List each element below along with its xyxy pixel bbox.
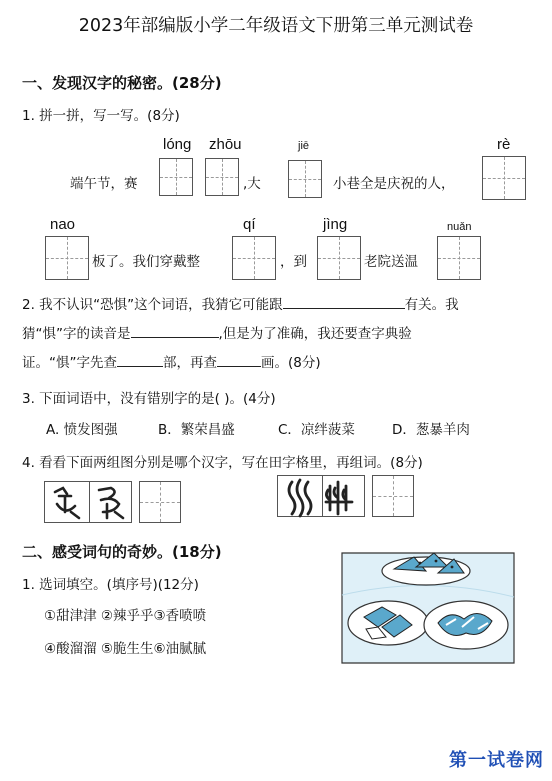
q2-text: ,但是为了准确，我还要查字典验 [218, 326, 412, 342]
tianzi-box[interactable] [139, 481, 181, 523]
q3-option-b[interactable]: B．繁荣昌盛 [158, 422, 235, 438]
answer-blank[interactable] [283, 293, 405, 309]
q2-line2 [22, 322, 412, 342]
tianzi-box[interactable] [482, 156, 526, 200]
pinyin-nao: nao [50, 216, 76, 233]
answer-blank[interactable] [117, 351, 163, 367]
tianzi-box[interactable] [288, 160, 322, 198]
section-2-heading: 二、感受词句的奇妙。(18分) [22, 543, 222, 561]
word-choices-row-2: ④酸溜溜 ⑤脆生生⑥油腻腻 [44, 641, 207, 657]
s2-q1-prompt: 1. 选词填空。(填序号)(12分) [22, 577, 199, 593]
q3-option-c[interactable]: C．凉绊菠菜 [278, 422, 355, 438]
brand-watermark: 第一试卷网 [449, 750, 544, 771]
q2-text: 证。“惧”字先查 [22, 355, 117, 371]
ancient-glyph-image-1 [44, 481, 132, 523]
q1-line2-text-c: 老院送温 [364, 254, 418, 270]
q2-text: 部，再查 [163, 355, 217, 371]
q3-option-d[interactable]: D．葱暴羊肉 [392, 422, 470, 438]
tianzi-box[interactable] [317, 236, 361, 280]
q2-text: 有关。我 [404, 297, 459, 313]
answer-blank[interactable] [131, 322, 219, 338]
q2-text: 画。(8分) [261, 355, 321, 371]
page-title: 2023年部编版小学二年级语文下册第三单元测试卷 [78, 16, 474, 36]
q1-line1-text-a: 端午节，赛 [70, 176, 138, 192]
answer-blank[interactable] [217, 351, 261, 367]
word-choices-row-1: ①甜津津 ②辣乎乎③香喷喷 [44, 608, 207, 624]
q4-prompt: 4. 看看下面两组图分别是哪个汉字，写在田字格里，再组词。(8分) [22, 455, 423, 471]
pinyin-long: lóng [163, 136, 192, 153]
q1-line2-text-a: 板了。我们穿戴整 [92, 254, 200, 270]
ancient-glyph-image-2 [277, 475, 365, 517]
pinyin-re: rè [497, 136, 511, 153]
pinyin-qi: qí [243, 216, 256, 233]
q1-line1-text-c: 小巷全是庆祝的人， [333, 176, 455, 192]
q1-prompt: 1. 拼一拼，写一写。(8分) [22, 108, 180, 124]
q1-line2-text-b: ，到 [280, 254, 307, 270]
tianzi-box[interactable] [159, 158, 193, 196]
tianzi-box[interactable] [205, 158, 239, 196]
q1-line1-text-b: ,大 [243, 176, 261, 192]
q2-line3 [22, 351, 321, 371]
pinyin-jing: jìng [323, 216, 348, 233]
q3-prompt: 3. 下面词语中，没有错别字的是( )。(4分) [22, 391, 276, 407]
section-1-heading: 一、发现汉字的秘密。(28分) [22, 74, 222, 92]
pinyin-jie: jiē [298, 140, 310, 152]
pinyin-nuan: nuǎn [447, 221, 472, 233]
food-plates-illustration [338, 545, 518, 670]
tianzi-box[interactable] [437, 236, 481, 280]
tianzi-box[interactable] [45, 236, 89, 280]
tianzi-box[interactable] [232, 236, 276, 280]
q3-option-a[interactable]: A. 愤发图强 [46, 422, 118, 438]
q2-text: 2. 我不认识“恐惧”这个词语，我猜它可能跟 [22, 297, 283, 313]
pinyin-zhou: zhōu [209, 136, 242, 153]
q2-text: 猜“惧”字的读音是 [22, 326, 131, 342]
q2-line1 [22, 293, 459, 313]
tianzi-box[interactable] [372, 475, 414, 517]
